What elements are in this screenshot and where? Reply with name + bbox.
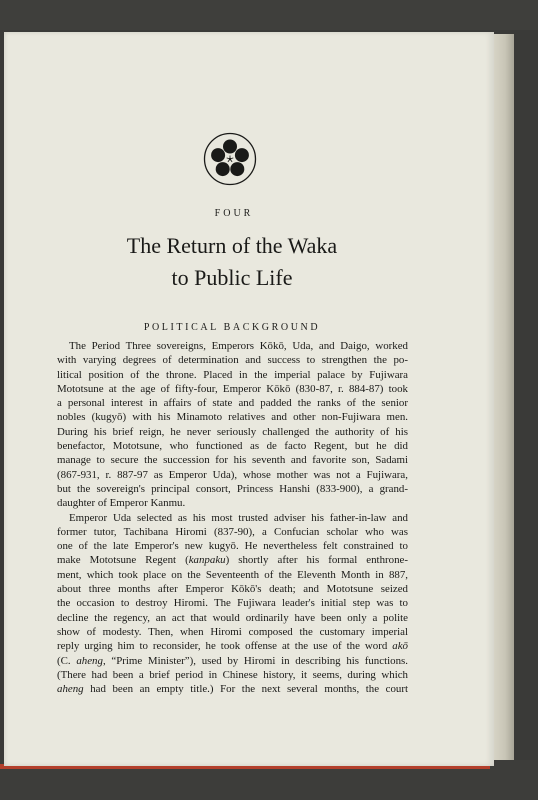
text-line: show of modesty. Then, when Hiromi composed the customary imperial — [57, 625, 408, 638]
fujiwara-crest-icon — [203, 132, 257, 186]
text-line: with varying degrees of determination and success to strengthen the po- — [57, 354, 408, 367]
text-line: decline the regency, an act that would ordinarily have been only a polite — [57, 611, 408, 624]
paragraph-2 — [57, 511, 408, 697]
text-line: aheng had been an empty title.) For the next several months, the court — [57, 683, 408, 696]
text-line: one of the late Emperor's new kugyō. He nevertheless felt constrained to — [57, 540, 408, 553]
text-line: (There had been a brief period in Chinese history, it seems, during which — [57, 668, 408, 681]
chapter-number: FOUR — [214, 208, 254, 219]
text-line: reply urging him to reconsider, he took offense at the use of the word akō — [57, 640, 408, 653]
body-text — [57, 339, 408, 696]
text-line: During his brief reign, he never seriously challenged the authority of his — [57, 425, 408, 438]
text-line: a personal interest in affairs of state and padded the ranks of the senior — [57, 397, 408, 410]
text-line: ment, which took place on the Seventeenth of the Eleventh Month in 887, — [57, 568, 408, 581]
chapter-title — [4, 230, 460, 294]
text-line: (C. aheng, “Prime Minister”), used by Hiromi in describing his functions. — [57, 654, 408, 667]
text-line: benefactor, Mototsune, who functioned as de facto Regent, but he did — [57, 440, 408, 453]
page-stack-edge — [492, 34, 514, 764]
text-line: former tutor, Tachibana Hiromi (837-90), a Confucian scholar who was — [57, 525, 408, 538]
text-line: but the sovereign's principal consort, Princess Hanshi (833-900), a grand- — [57, 482, 408, 495]
running-head — [304, 70, 454, 80]
text-line: (867-931, r. 887-97 as Emperor Uda), whose mother was not a Fujiwara, — [57, 468, 408, 481]
text-line: manage to secure the succession for his seventh and favorite son, Sadami — [57, 454, 408, 467]
text-line: Emperor Uda selected as his most trusted adviser his father-in-law and — [69, 511, 408, 524]
text-line: make Mototsune Regent (kanpaku) shortly after his formal enthrone- — [57, 554, 408, 567]
chapter-title-line-1: The Return of the Waka — [126, 233, 338, 258]
section-heading: POLITICAL BACKGROUND — [143, 322, 321, 333]
paragraph-1 — [57, 339, 408, 511]
book-page — [4, 32, 494, 766]
text-line: nobles (kugyō) with his Minamoto relatives and other non-Fujiwara men. — [57, 411, 408, 424]
text-line: The Period Three sovereigns, Emperors Kōkō, Uda, and Daigo, worked — [69, 340, 408, 352]
text-line: about three months after Emperor Kōkō's death; and Mototsune seized — [57, 583, 408, 596]
text-line: the occasion to destroy Hiromi. The Fujiwara leader's initial step was to — [57, 597, 408, 610]
text-line: Mototsune at the age of fifty-four, Emperor Kōkō (830-87, r. 884-87) took — [57, 382, 408, 395]
text-line: daughter of Emperor Kanmu. — [57, 497, 186, 510]
text-line: litical position of the throne. Placed in the imperial palace by Fujiwara — [57, 368, 408, 381]
scan-backdrop-top — [0, 0, 538, 30]
chapter-title-line-2: to Public Life — [171, 265, 293, 290]
